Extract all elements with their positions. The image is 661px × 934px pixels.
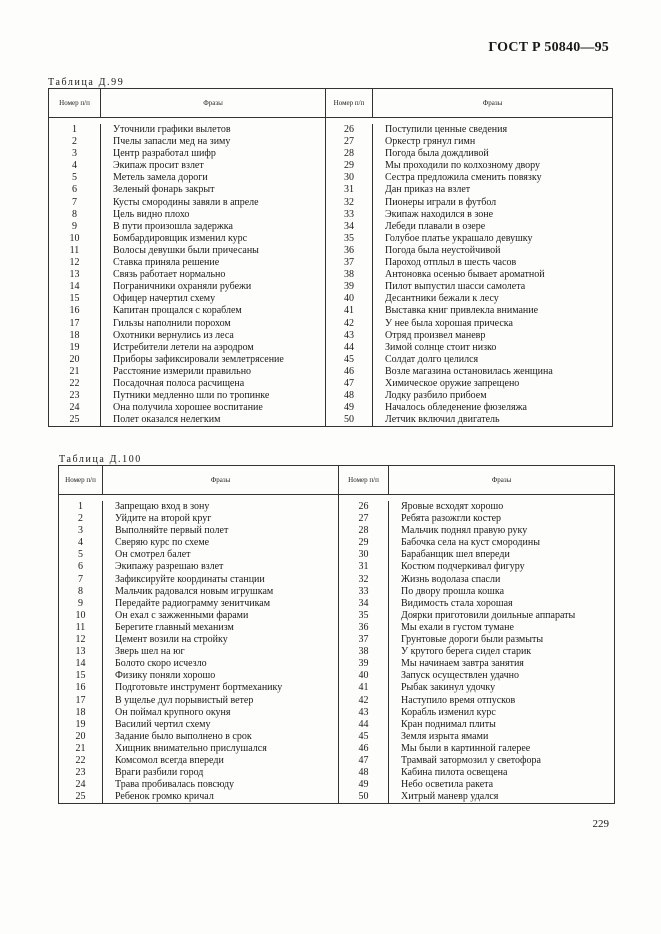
table-row <box>59 598 615 610</box>
row-number: 1 <box>59 501 103 513</box>
row-number: 5 <box>49 172 101 184</box>
table-row <box>49 172 613 184</box>
row-number: 50 <box>339 791 389 804</box>
phrase-text: Посадочная полоса расчищена <box>113 377 245 389</box>
row-number: 9 <box>59 598 103 610</box>
table-row <box>49 209 613 221</box>
table-row <box>59 646 615 658</box>
phrase-text: Он ехал с зажженными фарами <box>115 609 249 621</box>
row-number: 22 <box>49 378 101 390</box>
row-number: 39 <box>339 658 389 670</box>
table-row <box>49 330 613 342</box>
phrase-text: Погода была дождливой <box>373 148 613 160</box>
phrase-text: Истребители летели на аэродром <box>113 341 254 353</box>
phrase-text: Кусты смородины завяли в апреле <box>113 196 259 208</box>
row-number: 7 <box>49 197 101 209</box>
table-row <box>49 148 613 160</box>
phrase-text: Подготовьте инструмент бортмеханику <box>115 682 283 694</box>
table-row <box>49 257 613 269</box>
phrase-text: Центр разработал шифр <box>113 148 216 160</box>
row-number: 50 <box>326 414 373 427</box>
row-number: 47 <box>339 755 389 767</box>
table-row <box>59 574 615 586</box>
row-number: 12 <box>49 257 101 269</box>
row-number: 36 <box>326 245 373 257</box>
row-number: 5 <box>59 549 103 561</box>
phrase-text: Корабль изменил курс <box>389 707 615 719</box>
phrase-text: Пчелы запасли мед на зиму <box>113 136 231 148</box>
row-number: 36 <box>339 622 389 634</box>
row-number: 25 <box>59 791 103 804</box>
phrase-text: Пилот выпустил шасси самолета <box>373 281 613 293</box>
phrase-text: Лодку разбило прибоем <box>373 390 613 402</box>
row-number: 42 <box>326 318 373 330</box>
row-number: 23 <box>49 390 101 402</box>
row-number: 15 <box>49 293 101 305</box>
phrase-header: Фразы <box>101 89 326 118</box>
table-row <box>59 610 615 622</box>
row-number: 20 <box>59 731 103 743</box>
phrase-text: Мы начинаем завтра занятия <box>389 658 615 670</box>
row-number: 29 <box>326 160 373 172</box>
phrase-text: Ребенок громко кричал <box>103 791 339 804</box>
row-number: 14 <box>59 658 103 670</box>
table-row <box>59 525 615 537</box>
phrase-text: Гильзы наполнили порохом <box>113 317 231 329</box>
phrase-text: Болото скоро исчезло <box>115 658 207 670</box>
row-number: 25 <box>49 414 101 427</box>
phrase-text: Яровые всходят хорошо <box>389 501 615 513</box>
table-row <box>59 501 615 513</box>
table-row <box>49 197 613 209</box>
phrase-text: Берегите главный механизм <box>115 621 234 633</box>
phrase-text: Выставка книг привлекла внимание <box>373 305 613 317</box>
table-header-row <box>59 466 615 495</box>
row-number: 46 <box>339 743 389 755</box>
phrase-text: Ставка приняла решение <box>113 257 220 269</box>
phrase-text: Мы проходили по колхозному двору <box>373 160 613 172</box>
row-number: 45 <box>326 354 373 366</box>
phrase-text: Солдат долго целился <box>373 354 613 366</box>
row-number: 30 <box>339 549 389 561</box>
row-number: 48 <box>326 390 373 402</box>
row-number: 31 <box>326 184 373 196</box>
phrase-text: Физику поняли хорошо <box>115 670 216 682</box>
row-number: 20 <box>49 354 101 366</box>
row-number: 18 <box>49 330 101 342</box>
phrase-text: Доярки приготовили доильные аппараты <box>389 610 615 622</box>
phrase-header: Фразы <box>103 466 339 495</box>
table-row <box>49 402 613 414</box>
table-row <box>49 390 613 402</box>
phrase-text: Кабина пилота освещена <box>389 767 615 779</box>
row-number: 46 <box>326 366 373 378</box>
row-number: 27 <box>326 136 373 148</box>
table-row <box>49 233 613 245</box>
row-number: 1 <box>49 124 101 136</box>
phrase-text: Хищник внимательно прислушался <box>115 742 267 754</box>
phrase-text: Зеленый фонарь закрыт <box>113 184 215 196</box>
phrase-text: Возле магазина остановилась женщина <box>373 366 613 378</box>
phrase-text: Дан приказ на взлет <box>373 184 613 196</box>
phrase-text: Расстояние измерили правильно <box>113 365 252 377</box>
table-row <box>59 719 615 731</box>
row-number: 13 <box>59 646 103 658</box>
row-number: 37 <box>326 257 373 269</box>
num-header: Номер п/п <box>326 89 373 118</box>
row-number: 32 <box>326 197 373 209</box>
table-row <box>49 293 613 305</box>
table-row <box>59 549 615 561</box>
table-d99 <box>48 88 613 427</box>
phrase-text: Костюм подчеркивал фигуру <box>389 561 615 573</box>
phrase-text: Ребята разожгли костер <box>389 513 615 525</box>
phrase-text: Бомбардировщик изменил курс <box>113 232 248 244</box>
row-number: 14 <box>49 281 101 293</box>
row-number: 9 <box>49 221 101 233</box>
row-number: 35 <box>326 233 373 245</box>
row-number: 8 <box>49 209 101 221</box>
row-number: 27 <box>339 513 389 525</box>
phrase-text: Комсомол всегда впереди <box>115 754 224 766</box>
phrase-text: Выполняйте первый полет <box>115 525 229 537</box>
row-number: 42 <box>339 695 389 707</box>
row-number: 19 <box>59 719 103 731</box>
row-number: 37 <box>339 634 389 646</box>
phrase-text: Антоновка осенью бывает ароматной <box>373 269 613 281</box>
phrase-header: Фразы <box>389 466 615 495</box>
row-number: 4 <box>59 537 103 549</box>
row-number: 26 <box>339 501 389 513</box>
phrase-text: Приборы зафиксировали землетрясение <box>113 353 284 365</box>
table-row <box>49 354 613 366</box>
phrase-text: Пограничники охраняли рубежи <box>113 281 252 293</box>
row-number: 40 <box>326 293 373 305</box>
phrase-text: Офицер начертил схему <box>113 293 216 305</box>
phrase-header: Фразы <box>373 89 613 118</box>
row-number: 33 <box>339 586 389 598</box>
phrase-text: Пароход отплыл в шесть часов <box>373 257 613 269</box>
phrase-text: Зимой солнце стоит низко <box>373 342 613 354</box>
table-row <box>59 513 615 525</box>
phrase-text: Поступили ценные сведения <box>373 124 613 136</box>
row-number: 43 <box>339 707 389 719</box>
table-row <box>49 305 613 317</box>
phrase-text: Земля изрыта ямами <box>389 731 615 743</box>
row-number: 35 <box>339 610 389 622</box>
table-row <box>59 682 615 694</box>
table-row <box>49 414 613 427</box>
row-number: 2 <box>49 136 101 148</box>
row-number: 18 <box>59 707 103 719</box>
phrase-text: Погода была неустойчивой <box>373 245 613 257</box>
phrase-text: Мы ехали в густом тумане <box>389 622 615 634</box>
row-number: 45 <box>339 731 389 743</box>
row-number: 49 <box>339 779 389 791</box>
table-row <box>49 136 613 148</box>
row-number: 39 <box>326 281 373 293</box>
row-number: 16 <box>59 682 103 694</box>
phrase-text: Трамвай затормозил у светофора <box>389 755 615 767</box>
row-number: 38 <box>326 269 373 281</box>
row-number: 10 <box>59 610 103 622</box>
phrase-text: Бабочка села на куст смородины <box>389 537 615 549</box>
phrase-text: Началось обледенение фюзеляжа <box>373 402 613 414</box>
phrase-text: Наступило время отпусков <box>389 695 615 707</box>
row-number: 16 <box>49 305 101 317</box>
table-row <box>59 767 615 779</box>
phrase-text: Он смотрел балет <box>115 549 191 561</box>
phrase-text: Передайте радиограмму зенитчикам <box>115 597 271 609</box>
table-row <box>59 670 615 682</box>
row-number: 6 <box>59 561 103 573</box>
table-row <box>59 537 615 549</box>
row-number: 28 <box>326 148 373 160</box>
phrase-text: В ущелье дул порывистый ветер <box>115 694 254 706</box>
row-number: 40 <box>339 670 389 682</box>
row-number: 21 <box>49 366 101 378</box>
table-caption-d100: Таблица Д.100 <box>59 454 142 465</box>
table-row <box>59 707 615 719</box>
phrase-text: Экипаж просит взлет <box>113 160 204 172</box>
phrase-text: Задание было выполнено в срок <box>115 730 252 742</box>
phrase-text: Зверь шел на юг <box>115 646 185 658</box>
row-number: 29 <box>339 537 389 549</box>
phrase-text: Она получила хорошее воспитание <box>113 402 263 414</box>
row-number: 10 <box>49 233 101 245</box>
row-number: 24 <box>59 779 103 791</box>
table-row <box>59 755 615 767</box>
phrase-text: У нее была хорошая прическа <box>373 318 613 330</box>
phrase-text: Цель видно плохо <box>113 208 190 220</box>
phrase-text: Жизнь водолаза спасли <box>389 574 615 586</box>
phrase-text: Цемент возили на стройку <box>115 634 228 646</box>
phrase-text: Мальчик радовался новым игрушкам <box>115 585 274 597</box>
phrase-text: Волосы девушки были причесаны <box>113 244 259 256</box>
phrase-text: Связь работает нормально <box>113 269 226 281</box>
phrase-text: Трава пробивалась повсюду <box>115 779 235 791</box>
phrase-text: Лебеди плавали в озере <box>373 221 613 233</box>
phrase-text: Он поймал крупного окуня <box>115 706 231 718</box>
table-row <box>59 586 615 598</box>
row-number: 30 <box>326 172 373 184</box>
phrase-text: Мы были в картинной галерее <box>389 743 615 755</box>
row-number: 11 <box>59 622 103 634</box>
row-number: 13 <box>49 269 101 281</box>
phrase-text: Хитрый маневр удался <box>389 791 615 804</box>
phrase-text: У крутого берега сидел старик <box>389 646 615 658</box>
row-number: 22 <box>59 755 103 767</box>
phrase-text: Голубое платье украшало девушку <box>373 233 613 245</box>
phrase-text: Метель замела дороги <box>113 172 208 184</box>
phrase-text: Путники медленно шли по тропинке <box>113 390 270 402</box>
phrase-text: Охотники вернулись из леса <box>113 329 234 341</box>
num-header: Номер п/п <box>339 466 389 495</box>
row-number: 17 <box>59 695 103 707</box>
row-number: 21 <box>59 743 103 755</box>
phrase-text: В пути произошла задержка <box>113 220 233 232</box>
row-number: 38 <box>339 646 389 658</box>
phrase-text: Экипажу разрешаю взлет <box>115 561 224 573</box>
phrase-text: Небо осветила ракета <box>389 779 615 791</box>
page-number: 229 <box>592 818 609 830</box>
phrase-text: Запрещаю вход в зону <box>115 501 210 512</box>
row-number: 34 <box>339 598 389 610</box>
phrase-text: Десантники бежали к лесу <box>373 293 613 305</box>
phrase-text: По двору прошла кошка <box>389 586 615 598</box>
num-header: Номер п/п <box>59 466 103 495</box>
table-row <box>59 658 615 670</box>
row-number: 34 <box>326 221 373 233</box>
table-row <box>49 378 613 390</box>
phrase-text: Отряд произвел маневр <box>373 330 613 342</box>
phrase-text: Летчик включил двигатель <box>373 414 613 427</box>
row-number: 11 <box>49 245 101 257</box>
row-number: 47 <box>326 378 373 390</box>
phrase-text: Уточнили графики вылетов <box>113 124 231 135</box>
row-number: 43 <box>326 330 373 342</box>
table-row <box>59 561 615 573</box>
row-number: 8 <box>59 586 103 598</box>
row-number: 33 <box>326 209 373 221</box>
row-number: 24 <box>49 402 101 414</box>
phrase-text: Запуск осуществлен удачно <box>389 670 615 682</box>
row-number: 32 <box>339 574 389 586</box>
table-row <box>59 779 615 791</box>
phrase-text: Грунтовые дороги были размыты <box>389 634 615 646</box>
table-row <box>49 269 613 281</box>
phrase-text: Пионеры играли в футбол <box>373 197 613 209</box>
phrase-text: Кран поднимал плиты <box>389 719 615 731</box>
table-caption-d99: Таблица Д.99 <box>48 77 125 88</box>
phrase-text: Полет оказался нелегким <box>101 414 326 427</box>
row-number: 44 <box>326 342 373 354</box>
phrase-text: Мальчик поднял правую руку <box>389 525 615 537</box>
row-number: 28 <box>339 525 389 537</box>
row-number: 48 <box>339 767 389 779</box>
row-number: 15 <box>59 670 103 682</box>
phrase-text: Зафиксируйте координаты станции <box>115 573 265 585</box>
row-number: 49 <box>326 402 373 414</box>
phrase-text: Василий чертил схему <box>115 718 211 730</box>
table-row <box>49 221 613 233</box>
phrase-text: Оркестр грянул гимн <box>373 136 613 148</box>
table-row <box>59 634 615 646</box>
row-number: 6 <box>49 184 101 196</box>
phrase-text: Уйдите на второй круг <box>115 513 212 525</box>
row-number: 7 <box>59 574 103 586</box>
phrase-text: Химическое оружие запрещено <box>373 378 613 390</box>
num-header: Номер п/п <box>49 89 101 118</box>
table-row <box>49 342 613 354</box>
table-row <box>59 791 615 804</box>
phrase-text: Капитан прощался с кораблем <box>113 305 242 317</box>
table-row <box>49 245 613 257</box>
row-number: 12 <box>59 634 103 646</box>
row-number: 3 <box>59 525 103 537</box>
table-row <box>49 281 613 293</box>
row-number: 4 <box>49 160 101 172</box>
table-row <box>59 731 615 743</box>
phrase-text: Барабанщик шел впереди <box>389 549 615 561</box>
row-number: 44 <box>339 719 389 731</box>
phrase-text: Сестра предложила сменить повязку <box>373 172 613 184</box>
table-row <box>49 124 613 136</box>
row-number: 17 <box>49 318 101 330</box>
row-number: 2 <box>59 513 103 525</box>
table-row <box>49 160 613 172</box>
phrase-text: Сверяю курс по схеме <box>115 537 210 549</box>
table-row <box>59 622 615 634</box>
row-number: 23 <box>59 767 103 779</box>
document-code: ГОСТ Р 50840—95 <box>488 40 609 55</box>
phrase-text: Враги разбили город <box>115 767 204 779</box>
phrase-text: Видимость стала хорошая <box>389 598 615 610</box>
row-number: 3 <box>49 148 101 160</box>
table-row <box>49 366 613 378</box>
phrase-text: Экипаж находился в зоне <box>373 209 613 221</box>
table-row <box>59 695 615 707</box>
table-d100 <box>58 465 615 804</box>
table-header-row <box>49 89 613 118</box>
table-row <box>49 184 613 196</box>
row-number: 41 <box>339 682 389 694</box>
phrase-text: Рыбак закинул удочку <box>389 682 615 694</box>
row-number: 26 <box>326 124 373 136</box>
table-row <box>59 743 615 755</box>
row-number: 31 <box>339 561 389 573</box>
row-number: 41 <box>326 305 373 317</box>
table-row <box>49 318 613 330</box>
row-number: 19 <box>49 342 101 354</box>
